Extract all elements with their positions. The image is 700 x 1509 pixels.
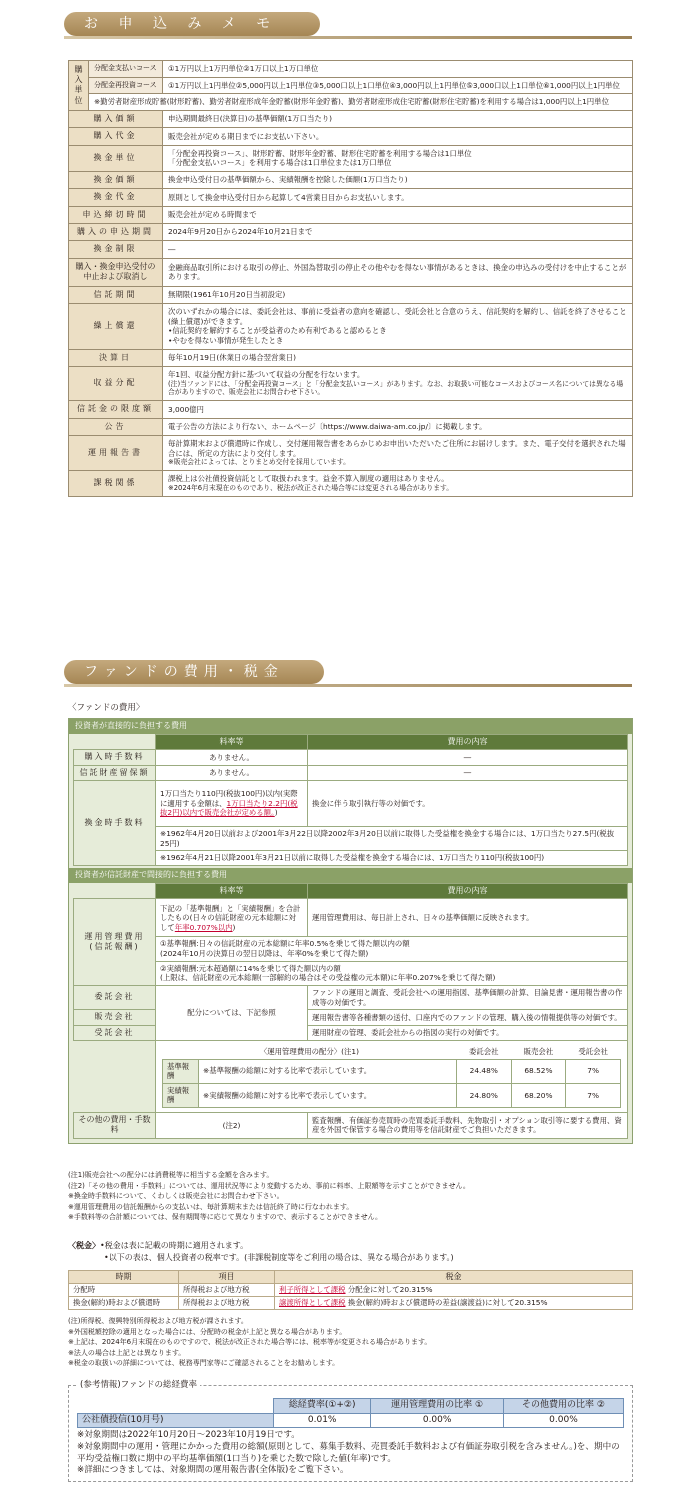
row-label: 信託期間 — [69, 286, 163, 303]
table-header-row — [163, 1045, 621, 1059]
tax-class: 譲渡所得として課税 — [279, 1298, 346, 1308]
col-other: その他費用の比率 ② — [503, 1399, 623, 1414]
rate-text: ) — [232, 922, 236, 932]
row-text: 毎年10月19日(休業日の場合翌営業日) — [168, 352, 297, 362]
row-value — [163, 189, 633, 206]
row-note: ※1962年4月20日以前および2001年3月22日以降2002年3月20日以前に取得した受益権を換金する場合には、1万口当たり27.5円(税抜25円) — [156, 827, 628, 851]
table-row — [163, 1059, 621, 1083]
table-row — [74, 1040, 628, 1112]
table-row — [74, 899, 628, 937]
row-value — [163, 401, 633, 418]
rate-highlight: 年率0.707%以内 — [174, 922, 233, 932]
memo-table — [68, 60, 633, 497]
reference-table — [77, 1398, 624, 1428]
tax-heading: 〈税金〉 — [68, 1241, 100, 1250]
tax-period: 換金(解約)時および償還時 — [69, 1297, 179, 1310]
row-label: 受託会社 — [74, 1025, 156, 1040]
row-rate: 配分については、下記参照 — [156, 985, 308, 1040]
row-text: 原則として換金申込受付日から起算して4営業日目からお支払いします。 — [168, 192, 409, 202]
table-row — [69, 401, 633, 418]
tax-value — [275, 1297, 633, 1310]
tax-class: 利子所得として課税 — [279, 1285, 346, 1295]
row-label: 販売会社 — [74, 1010, 156, 1025]
col-period: 時期 — [69, 1271, 179, 1284]
table-row — [74, 937, 628, 961]
col-tax: 税金 — [275, 1271, 633, 1284]
row-text: 販売会社が定める期日までにお支払い下さい。 — [168, 131, 324, 141]
row-label: 購入価額 — [69, 110, 163, 127]
section-title: お 申 込 み メ モ — [64, 12, 320, 36]
row-label: その他の費用・手数料 — [74, 1113, 156, 1139]
row-note: ①基準報酬:日々の信託財産の元本総額に年率0.5%を乗じて得た額以内の額 (2024年10月の決算日の翌日以降は、年率0%を乗じて得た額) — [156, 937, 628, 961]
row-note: ※2024年6月末現在のものであり、税法が改正された場合等には変更される場合があります。 — [168, 483, 454, 492]
row-text: ― — [168, 244, 176, 254]
col-mgmt: 運用管理費用の比率 ① — [371, 1399, 504, 1414]
row-label: 購入時手数料 — [74, 750, 156, 765]
table-row — [69, 206, 633, 223]
table-row — [69, 1297, 633, 1310]
fees-box — [68, 718, 633, 1144]
ref-value: 0.00% — [503, 1413, 623, 1428]
row-rate — [156, 899, 308, 937]
rate-text: 1万口当たり110円(税抜100円)以内(実際に適用する金額は、 — [160, 789, 298, 808]
table-row — [69, 171, 633, 188]
col-item: 項目 — [179, 1271, 275, 1284]
section-header-memo — [64, 12, 632, 38]
table-row — [78, 1413, 624, 1428]
table-row — [69, 77, 633, 94]
alloc-desc: ※実績報酬の総額に対する比率で表示しています。 — [199, 1083, 457, 1107]
col-content: 費用の内容 — [308, 884, 628, 899]
note: ※詳細につきましては、対象期間の運用報告書(全体版)をご覧下さい。 — [77, 1465, 349, 1476]
table-row — [69, 366, 633, 400]
direct-cost-bar: 投資者が直接的に負担する費用 — [69, 719, 632, 734]
row-value — [163, 258, 633, 286]
row-rate — [156, 781, 308, 827]
table-row — [163, 1083, 621, 1107]
tax-item: 所得税および地方税 — [179, 1297, 275, 1310]
direct-fee-table — [73, 734, 628, 866]
row-label: 換金代金 — [69, 189, 163, 206]
table-row — [74, 765, 628, 780]
tax-table — [68, 1270, 633, 1310]
row-text: 年1回、収益分配方針に基づいて収益の分配を行ないます。 — [168, 369, 365, 379]
row-label: 運用報告書 — [69, 435, 163, 470]
section-title: ファンドの費用・税金 — [64, 660, 324, 684]
row-label: 課税関係 — [69, 471, 163, 496]
tax-text: 分配金に対して20.315% — [347, 1285, 433, 1295]
table-row — [69, 94, 633, 111]
table-row — [69, 304, 633, 350]
table-row — [69, 224, 633, 241]
ref-row-label: 公社債投信(10月号) — [78, 1413, 274, 1428]
row-rate: (注2) — [156, 1113, 308, 1139]
note: (注1)販売会社への配分には消費税等に相当する金額を含みます。 — [68, 1171, 274, 1179]
row-label: 購入の申込期間 — [69, 224, 163, 241]
reference-title: (参考情報)ファンドの総経費率 — [77, 1380, 200, 1391]
table-row — [69, 189, 633, 206]
note: ※対象期間中の運用・管理にかかった費用の総額(原則として、募集手数料、売買委託手数料および有価証券取引税を含みません。)を、期中の平均受益権口数に期中の平均基準価額(1口当り)を乗じた数で除した値(年率)です。 — [77, 1441, 620, 1464]
table-header-row — [78, 1399, 624, 1414]
row-value — [163, 224, 633, 241]
tax-text: 換金(解約)時および償還時の差益(譲渡益)に対して20.315% — [347, 1298, 548, 1308]
table-row — [74, 1113, 628, 1139]
row-label: 購入・換金申込受付の中止および取消し — [69, 258, 163, 286]
row-value — [163, 110, 633, 127]
alloc-cell — [156, 1040, 628, 1112]
tax-lead-2: •以下の表は、個人投資者の税率です。(非課税制度等をご利用の場合は、異なる場合があります。) — [104, 1253, 454, 1262]
row-label: 委託会社 — [74, 985, 156, 1009]
alloc-label: 実績報酬 — [163, 1083, 199, 1107]
row-label: 決算日 — [69, 349, 163, 366]
alloc-col: 委託会社 — [456, 1045, 511, 1059]
table-row — [69, 349, 633, 366]
note: ※換金時手数料について、くわしくは販売会社にお問合わせ下さい。 — [68, 1192, 284, 1200]
alloc-value: 7% — [566, 1059, 621, 1083]
table-row — [74, 750, 628, 765]
row-content: 運用報告書等各種書類の送付、口座内でのファンドの管理、購入後の情報提供等の対価です。 — [308, 1010, 628, 1025]
alloc-value: 24.80% — [456, 1083, 511, 1107]
row-text: 課税上は公社債投資信託として取扱われます。益金不算入制度の適用はありません。 — [168, 474, 449, 484]
col-content: 費用の内容 — [308, 735, 628, 750]
indirect-fee-table — [73, 883, 628, 1139]
rate-text: 下記の「基準報酬」と「実績報酬」を合計したもの(日々の信託財産の元本総額に対して — [160, 903, 301, 932]
table-row — [74, 827, 628, 851]
row-value — [163, 304, 633, 350]
note: ※税金の取扱いの詳細については、税務専門家等にご確認されることをお勧めします。 — [68, 1359, 340, 1367]
row-text: 「分配金再投資コース」、財形貯蓄、財形年金貯蓄、財形住宅貯蓄を利用する場合は1口単位 「分配金支払いコース」を利用する場合は1口単位または1万口単位 — [168, 148, 472, 168]
note: (注2)「その他の費用・手数料」については、運用状況等により変動するため、事前に料率、上限額等を示すことができません。 — [68, 1181, 470, 1190]
section-header-fees — [64, 660, 632, 686]
row-value: ①1万円以上1万円単位②1万口以上1万口単位 — [163, 61, 633, 78]
row-label: 公告 — [69, 418, 163, 435]
section-rule — [64, 36, 632, 39]
table-row — [69, 110, 633, 127]
ref-value: 0.01% — [274, 1413, 371, 1428]
table-row — [69, 128, 633, 145]
table-row — [69, 471, 633, 496]
tax-value — [275, 1284, 633, 1297]
table-header-row — [74, 884, 628, 899]
col-rate: 料率等 — [156, 735, 308, 750]
section-rule — [64, 684, 632, 687]
row-content: ― — [308, 765, 628, 780]
table-row — [69, 286, 633, 303]
tax-lead-1: •税金は表に記載の時期に適用されます。 — [100, 1241, 249, 1250]
row-text: 毎計算期末および償還時に作成し、交付運用報告書をあらかじめお申出いただいたご住所にお届けします。また、電子交付を選択された場合には、所定の方法により交付します。 — [168, 438, 626, 458]
col-total: 総経費率(①+②) — [274, 1399, 371, 1414]
row-note: ※勤労者財産形成貯蓄(財形貯蓄)、勤労者財産形成年金貯蓄(財形年金貯蓄)、勤労者財産形成住宅貯蓄(財形住宅貯蓄)を利用する場合は1,000円以上1円単位 — [89, 94, 633, 111]
alloc-desc: ※基準報酬の総額に対する比率で表示しています。 — [199, 1059, 457, 1083]
row-label: 申込締切時間 — [69, 206, 163, 223]
alloc-col: 受託会社 — [566, 1045, 621, 1059]
fees-heading: 〈ファンドの費用〉 — [68, 703, 145, 713]
reference-box — [68, 1380, 633, 1482]
row-rate: ありません。 — [156, 750, 308, 765]
row-label: 信託財産留保額 — [74, 765, 156, 780]
alloc-value: 7% — [566, 1083, 621, 1107]
note: ※外国税額控除の適用となった場合には、分配時の税金が上記と異なる場合があります。 — [68, 1327, 347, 1336]
row-note: ②実績報酬:元本超過額に14%を乗じて得た額以内の額 (上限は、信託財産の元本総額(一部解約の場合はその受益権の元本額)に年率0.207%を乗じて得た額) — [156, 961, 628, 985]
row-text: 2024年9月20日から2024年10月21日まで — [168, 227, 313, 237]
alloc-value: 24.48% — [456, 1059, 511, 1083]
row-label: 換金価額 — [69, 171, 163, 188]
table-row — [69, 241, 633, 258]
row-rate: ありません。 — [156, 765, 308, 780]
row-value: ①1万円以上1円単位②5,000円以上1円単位③5,000口以上1口単位④3,000円以上1円単位⑤3,000口以上1口単位⑥1,000円以上1円単位 — [163, 77, 633, 94]
row-sublabel: 分配金支払いコース — [89, 61, 163, 78]
row-value — [163, 366, 633, 400]
ref-value: 0.00% — [371, 1413, 504, 1428]
table-row — [69, 418, 633, 435]
rate-highlight: 1万口当たり2.2円(税抜2円)以内で販売会社が定める額。 — [160, 798, 298, 818]
row-label: 信託金の限度額 — [69, 401, 163, 418]
note: ※上記は、2024年6月末現在のものですので、税法が改正された場合等には、税率等が変更される場合があります。 — [68, 1338, 432, 1346]
row-value — [163, 435, 633, 470]
alloc-value: 68.20% — [511, 1083, 566, 1107]
row-text: 販売会社が定める時間まで — [168, 210, 257, 220]
row-content: 運用管理費用は、毎日計上され、日々の基準価額に反映されます。 — [308, 899, 628, 937]
row-content: 監査報酬、有価証券売買時の売買委託手数料、先物取引・オプション取引等に要する費用、資産を外国で保管する場合の費用等を信託財産でご負担いただきます。 — [308, 1113, 628, 1139]
note: ※法人の場合は上記とは異なります。 — [68, 1348, 186, 1357]
row-value — [163, 206, 633, 223]
table-header-row — [74, 735, 628, 750]
note: ※対象期間は2022年10月20日～2023年10月19日です。 — [77, 1430, 300, 1441]
tax-notes — [68, 1316, 633, 1369]
row-value — [163, 349, 633, 366]
row-value — [163, 418, 633, 435]
row-text: 3,000億円 — [168, 404, 204, 414]
alloc-col: 販売会社 — [511, 1045, 566, 1059]
row-label: 換金時手数料 — [74, 781, 156, 866]
row-value — [163, 241, 633, 258]
row-note: ※販売会社によっては、とりまとめ交付を採用しています。 — [168, 458, 350, 467]
row-text: 電子公告の方法により行ない、ホームページ〔https://www.daiwa-am.co.jp/〕に掲載します。 — [168, 421, 487, 431]
rate-text: ) — [274, 808, 278, 818]
alloc-value: 68.52% — [511, 1059, 566, 1083]
row-text: 換金申込受付日の基準価額から、実績報酬を控除した価額(1万口当たり) — [168, 175, 408, 185]
table-row — [74, 985, 628, 1009]
alloc-table — [162, 1045, 621, 1108]
fee-notes — [68, 1170, 633, 1223]
row-text: 金融商品取引所における取引の停止、外国為替取引の停止その他やむを得ない事情があるときは、換金の申込みの受付けを中止することがあります。 — [168, 262, 627, 282]
row-value — [163, 171, 633, 188]
row-content: 運用財産の管理、委託会社からの指図の実行の対価です。 — [308, 1025, 628, 1040]
table-header-row — [69, 1271, 633, 1284]
table-row — [74, 961, 628, 985]
tax-lead — [68, 1240, 454, 1264]
table-row — [69, 258, 633, 286]
note: ※運用管理費用の信託報酬からの支払いは、毎計算期末または信託終了時に行なわれます。 — [68, 1202, 354, 1211]
alloc-label: 基準報酬 — [163, 1059, 199, 1083]
tax-item: 所得税および地方税 — [179, 1284, 275, 1297]
row-text: 無期限(1961年10月20日当初設定) — [168, 290, 286, 300]
col-rate: 料率等 — [156, 884, 308, 899]
table-row — [69, 435, 633, 470]
row-label: 換金単位 — [69, 145, 163, 171]
row-note: (注)当ファンドには、「分配金再投資コース」と「分配金支払いコース」があります。なお、お取扱い可能なコースおよびコース名については異なる場合がありますので、販売会社にお問合わせ下さい。 — [168, 379, 624, 397]
note: ※手数料等の合計額については、保有期間等に応じて異なりますので、表示することができません。 — [68, 1213, 383, 1221]
tax-period: 分配時 — [69, 1284, 179, 1297]
row-content: 換金に伴う取引執行等の対価です。 — [308, 781, 628, 827]
table-row — [69, 61, 633, 78]
row-label: 購入単位 — [69, 61, 89, 111]
row-label: 運用管理費用 (信託報酬) — [74, 899, 156, 986]
row-label: 換金制限 — [69, 241, 163, 258]
row-value — [163, 471, 633, 496]
row-content: ― — [308, 750, 628, 765]
note: (注)所得税、復興特別所得税および地方税が課されます。 — [68, 1317, 248, 1325]
row-text: 申込期間最終日(決算日)の基準価額(1万口当たり) — [168, 114, 333, 124]
row-value — [163, 145, 633, 171]
row-sublabel: 分配金再投資コース — [89, 77, 163, 94]
row-content: ファンドの運用と調査、受託会社への運用指図、基準価額の計算、目論見書・運用報告書の作成等の対価です。 — [308, 985, 628, 1009]
row-text: 次のいずれかの場合には、委託会社は、事前に受益者の意向を確認し、受託会社と合意のうえ、信託契約を解約し、信託を終了させること(繰上償還)ができます。 •信託契約を解約することが受益者のため有利であると認めるとき •やむを得ない事情が発生したとき — [168, 307, 627, 345]
row-value — [163, 286, 633, 303]
row-label: 繰上償還 — [69, 304, 163, 350]
alloc-title: 〈運用管理費用の配分〉(注1) — [163, 1045, 457, 1059]
table-row — [74, 851, 628, 866]
table-row — [69, 145, 633, 171]
row-value — [163, 128, 633, 145]
row-label: 収益分配 — [69, 366, 163, 400]
reference-notes — [77, 1430, 624, 1476]
row-note: ※1962年4月21日以降2001年3月21日以前に取得した受益権を換金する場合には、1万口当たり110円(税抜100円) — [156, 851, 628, 866]
indirect-cost-bar: 投資者が信託財産で間接的に負担する費用 — [69, 868, 632, 883]
table-row — [74, 781, 628, 827]
table-row — [69, 1284, 633, 1297]
row-label: 購入代金 — [69, 128, 163, 145]
